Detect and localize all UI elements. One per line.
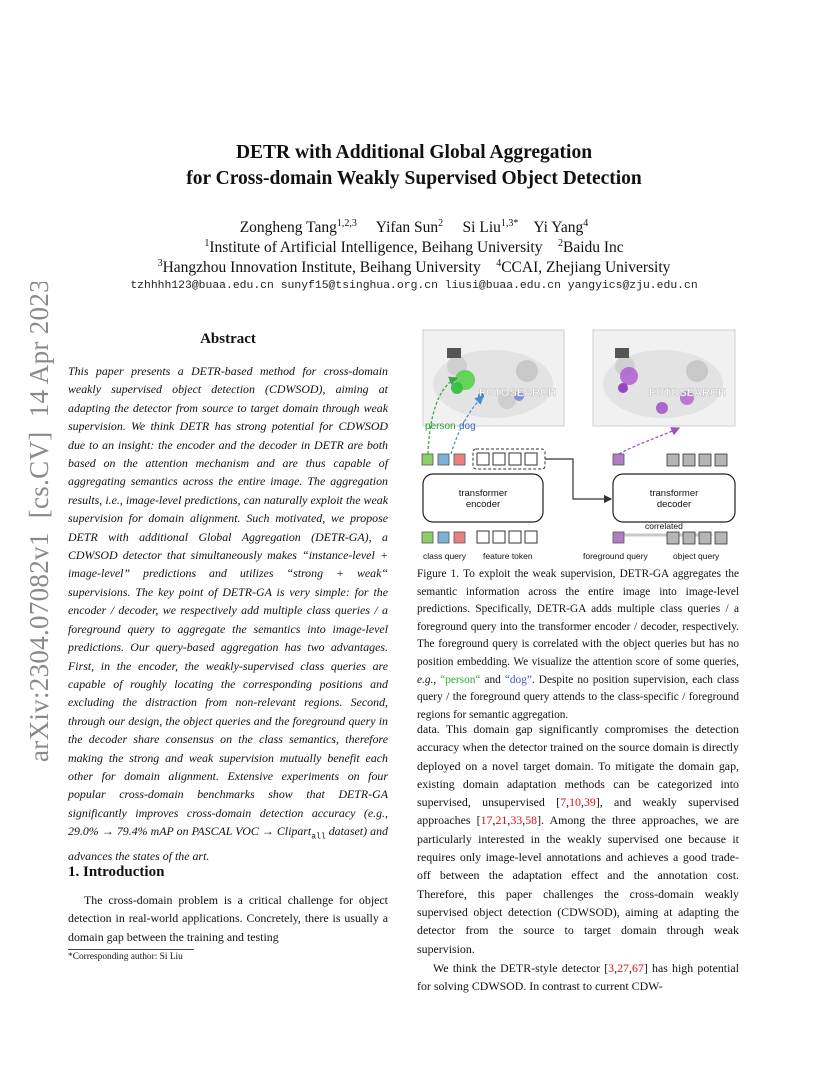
citation-link[interactable]: 3 [608, 960, 615, 975]
feature-token [509, 531, 521, 543]
right-column-text [417, 720, 739, 995]
attention-image-right [593, 330, 735, 426]
affiliation-line-1: $^1$Institute of Artificial Intelligence, Beihang University $^2$Baidu Inc [204, 237, 624, 256]
subscript: all [311, 832, 326, 842]
foreground-query-token [613, 532, 624, 543]
legend-foreground-query: foreground query [583, 551, 648, 561]
citation-link[interactable]: 67 [631, 960, 644, 975]
legend-class-query: class query [423, 551, 466, 561]
watermark-text: FOTOSEARCH [479, 387, 556, 399]
citation-link[interactable]: 21 [495, 813, 508, 828]
feature-token [493, 531, 505, 543]
correlated-label: correlated [645, 521, 683, 531]
object-query-token [699, 532, 711, 544]
affiliation-line-2: $^3$Hangzhou Innovation Institute, Beihang University $^4$CCAI, Zhejiang University [157, 257, 671, 276]
object-query-token [699, 454, 711, 466]
footnote-rule [68, 949, 194, 950]
paragraph: We think the DETR-style detector [3,27,67] has high potential for solving CDWSOD. In contrast to current CDW- [417, 960, 739, 994]
citation-link[interactable]: 7 [560, 795, 567, 810]
author-name: Zongheng Tang [239, 219, 337, 236]
label-person: person [425, 421, 456, 432]
abstract-body: This paper presents a DETR-based method for cross-domain weakly supervised object detection (CDWSOD), aiming at adapting the detector from source to target domain through weak supervision. We think DETR has strong potential for CDWSOD due to an insight: the encoder and the decoder in DETR are both based on the attention mechanism and are thus capable of aggregating semantics across the entire image. The aggregation results, i.e., image-level predictions, can naturally exploit the weak supervision for domain alignment. Such motivated, we propose DETR with additional Global Aggregation (DETR-GA), a CDWSOD detector that simultaneously makes “instance-level + image-level” predictions and utilizes “strong + weak“ supervisions. The key point of DETR-GA is very simple: for the encoder / decoder, we respectively add multiple class queries / a foreground query to aggregate the semantics into image-level predictions. Our query-based aggregation has two advantages. First, in the encoder, the weakly-supervised class queries are capable of roughly locating the corresponding positions and excluding the distraction from non-relevant regions. Second, through our design, the object queries and the foreground query in the decoder share consensus on the class semantics, therefore making the strong and weak supervision mutually benefit each other for domain alignment. Extensive experiments on four popular cross-domain benchmarks show that DETR-GA significantly improves cross-domain detection accuracy (e.g., 29.0% → 79.4% mAP on PASCAL VOC → Clipart$_{all}$ dataset) and advances the states of the art. [68, 364, 388, 863]
class-query-token [438, 454, 449, 465]
feature-token [493, 453, 505, 465]
author-block [0, 218, 828, 278]
figure-1-caption: Figure 1. To exploit the weak supervision, DETR-GA aggregates the semantic information across the entire image into image-level predictions. Specifically, DETR-GA adds multiple class queries / a foreground query into the transformer encoder / decoder, respectively. The foreground query is correlated with the object queries but has no position embedding. We visualize the attention score of some queries, e.g., “person“ and “dog”. Despite no position supervision, each class query / the foreground query attends to the class-specific / foreground regions for semantic aggregation. [417, 568, 740, 721]
figure-1 [417, 326, 739, 566]
author-emails: tzhhhh123@buaa.edu.cn sunyf15@tsinghua.org.cn liusi@buaa.edu.cn yangyics@zju.edu.cn [130, 280, 698, 292]
footnote: *Corresponding author: Si Liu [68, 952, 183, 962]
feature-token [525, 531, 537, 543]
paragraph: data. This domain gap significantly compromises the detection accuracy when the detector trained on the source domain is directly deployed on a novel target domain. To mitigate the domain gap, existing domain adaptation methods can be categorized into supervised, unsupervised [7,10,39], and weakly supervised approaches [17,21,33,58]. Among the three approaches, we are particularly interested in the weakly supervised one because it requires only image-level annotations and achieves a good trade-off between the adaptation effect and the annotation cost. Therefore, this paper challenges the cross-domain weakly supervised object detection (CDWSOD), aiming at adapting the detector from the source to target domain through weak supervision. [417, 722, 739, 956]
citation-link[interactable]: 10 [569, 795, 581, 810]
object-query-token [667, 532, 679, 544]
object-query-token [683, 532, 695, 544]
author-name: Yifan Sun [375, 219, 439, 236]
paper-title [0, 140, 828, 192]
arxiv-stamp-text: arXiv:2304.07082v1 [cs.CV] 14 Apr 2023 [24, 282, 54, 762]
object-query-token [715, 532, 727, 544]
affiliation: Institute of Artificial Intelligence, Beihang University [209, 239, 543, 256]
title-line-2: for Cross-domain Weakly Supervised Object Detection [186, 168, 642, 189]
class-query-token [438, 532, 449, 543]
encoder-to-decoder-arrow [545, 459, 611, 499]
legend-feature-token: feature token [483, 551, 533, 561]
legend-object-query: object query [673, 551, 720, 561]
author-affil-sup: 1,3* [500, 217, 519, 229]
object-query-token [683, 454, 695, 466]
object-query-token [667, 454, 679, 466]
svg-text:encoder: encoder [465, 499, 501, 510]
object-query-token [715, 454, 727, 466]
citation-link[interactable]: 33 [510, 813, 523, 828]
author-list [0, 218, 828, 238]
feature-token [509, 453, 521, 465]
foreground-query-token [613, 454, 624, 465]
author-name: Yi Yang [533, 219, 584, 236]
feature-token [477, 531, 489, 543]
author-affil-sup: 1,2,3 [336, 217, 357, 229]
class-query-token [454, 532, 465, 543]
label-dog: dog [459, 421, 476, 432]
citation-link[interactable]: 27 [617, 960, 629, 975]
affiliation: Hangzhou Innovation Institute, Beihang University [162, 259, 481, 276]
arxiv-stamp [18, 282, 58, 762]
intro-paragraph: The cross-domain problem is a critical challenge for object detection in real-world applications. Concretely, there is usually a domain gap between the training and testing [68, 893, 388, 944]
attention-image-left [423, 330, 564, 432]
abstract-heading: Abstract [200, 331, 256, 347]
svg-text:transformer: transformer [458, 488, 508, 499]
title-line-1: DETR with Additional Global Aggregation [235, 142, 593, 163]
class-query-token [422, 454, 433, 465]
author-affil-sup: 2 [438, 217, 444, 229]
citation-link[interactable]: 39 [583, 795, 596, 810]
affiliation: CCAI, Zhejiang University [501, 259, 671, 276]
affiliation: Baidu Inc [562, 239, 624, 256]
attention-arrow-foreground [619, 428, 679, 454]
feature-token [525, 453, 537, 465]
caption-dog: “dog” [504, 673, 532, 686]
svg-text:transformer: transformer [649, 488, 699, 499]
author-affil-sup: 4 [583, 217, 589, 229]
feature-token [477, 453, 489, 465]
section-heading-introduction: 1. Introduction [68, 864, 165, 880]
citation-link[interactable]: 58 [525, 813, 538, 828]
caption-person: “person“ [440, 673, 481, 686]
author-name: Si Liu [462, 219, 501, 236]
watermark-text: FOTOSEARCH [649, 387, 726, 399]
svg-text:decoder: decoder [656, 499, 692, 510]
class-query-token [454, 454, 465, 465]
class-query-token [422, 532, 433, 543]
citation-link[interactable]: 17 [480, 813, 493, 828]
